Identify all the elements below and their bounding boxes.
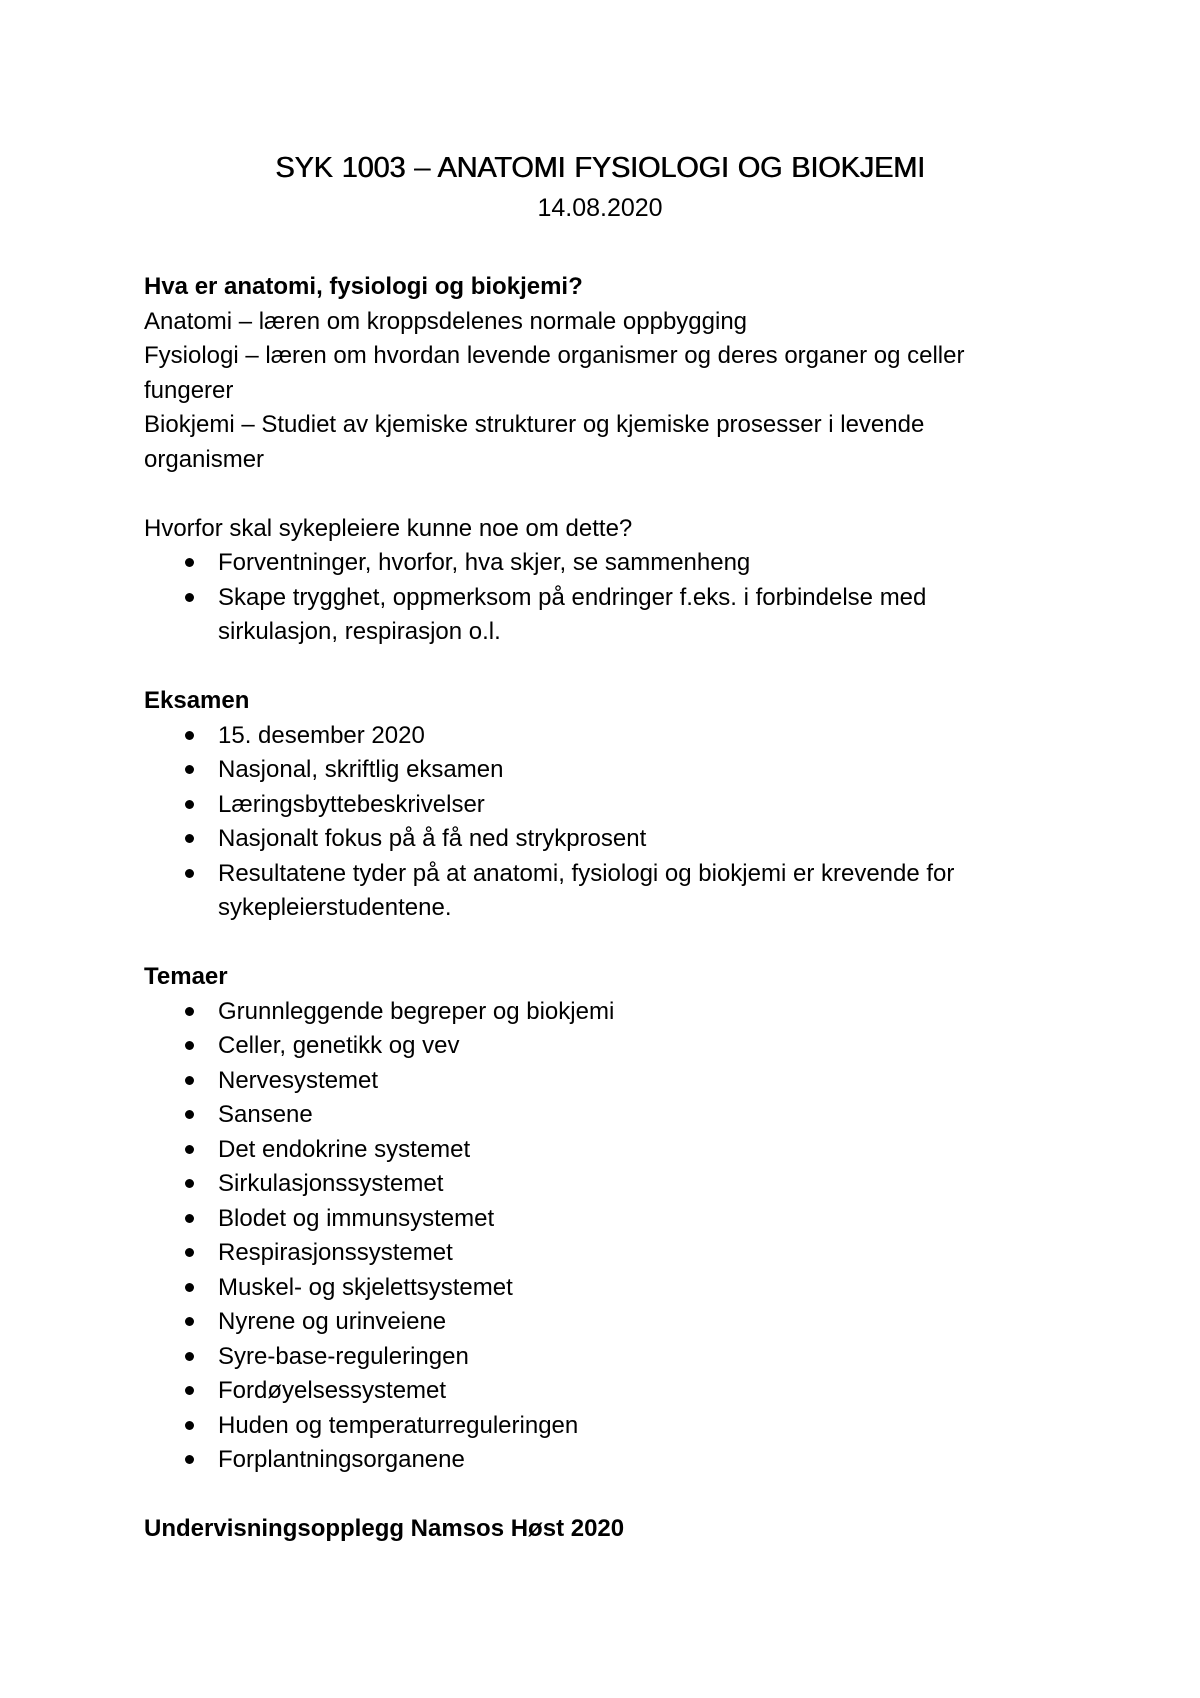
list-item-text: Huden og temperaturreguleringen xyxy=(218,1411,579,1439)
bullet-icon xyxy=(185,1421,194,1430)
list-item xyxy=(144,1236,1044,1271)
blank-line xyxy=(144,650,1044,685)
list-item xyxy=(144,822,1044,857)
bullet-icon xyxy=(185,1248,194,1257)
document-date: 14.08.2020 xyxy=(537,194,663,222)
bullet-icon xyxy=(185,1007,194,1016)
paragraph-line: organismer xyxy=(144,445,265,473)
list-item-text: Resultatene tyder på at anatomi, fysiologi og biokjemi er krevende for xyxy=(218,859,955,887)
list-item-text: Skape trygghet, oppmerksom på endringer f.eks. i forbindelse med xyxy=(218,583,927,611)
paragraph-line: Biokjemi – Studiet av kjemiske strukturer og kjemiske prosesser i levende xyxy=(144,411,925,438)
list-item-text: Nasjonal, skriftlig eksamen xyxy=(218,756,504,783)
list-item-text: Syre-base-reguleringen xyxy=(218,1342,469,1370)
bullet-icon xyxy=(185,1455,194,1464)
bullet-icon xyxy=(185,1352,194,1361)
list-item xyxy=(144,1374,1044,1409)
document-title: SYK 1003 – ANATOMI FYSIOLOGI OG BIOKJEMI xyxy=(275,152,925,184)
bullet-icon xyxy=(185,1179,194,1188)
list-item xyxy=(144,1098,1044,1133)
list-item-text: sykepleierstudentene. xyxy=(218,894,452,921)
list-item xyxy=(144,1271,1044,1306)
list-item-text: Blodet og immunsystemet xyxy=(218,1204,495,1232)
list-item xyxy=(144,1409,1044,1444)
list-item xyxy=(144,995,1044,1030)
bullet-icon xyxy=(185,1110,194,1119)
list-item-text: Sirkulasjonssystemet xyxy=(218,1170,444,1197)
list-item xyxy=(144,1064,1044,1099)
paragraph-line: Anatomi – læren om kroppsdelenes normale oppbygging xyxy=(144,307,748,335)
list-item-text: Forventninger, hvorfor, hva skjer, se sammenheng xyxy=(218,549,751,576)
bullet-list-exam xyxy=(144,719,1044,926)
list-item xyxy=(144,1443,1044,1478)
paragraph-line: Fysiologi – læren om hvordan levende organismer og deres organer og celler xyxy=(144,342,965,369)
paragraph-line: fungerer xyxy=(144,376,234,404)
section-heading-definitions: Hva er anatomi, fysiologi og biokjemi? xyxy=(144,273,583,300)
section-heading-teaching-plan: Undervisningsopplegg Namsos Høst 2020 xyxy=(144,1515,625,1542)
list-item-text: Grunnleggende begreper og biokjemi xyxy=(218,997,615,1025)
bullet-icon xyxy=(185,1145,194,1154)
bullet-icon xyxy=(185,1041,194,1050)
bullet-icon xyxy=(185,765,194,774)
list-item-text: Nyrene og urinveiene xyxy=(218,1308,447,1335)
section-heading-topics: Temaer xyxy=(144,963,228,990)
list-item-text: Det endokrine systemet xyxy=(218,1135,471,1163)
bullet-icon xyxy=(185,1283,194,1292)
list-item xyxy=(144,1133,1044,1168)
list-item-text: Nasjonalt fokus på å få ned strykprosent xyxy=(218,825,647,852)
list-item-text: Nervesystemet xyxy=(218,1066,379,1094)
list-item xyxy=(144,719,1044,754)
section-question-why: Hvorfor skal sykepleiere kunne noe om dette? xyxy=(144,514,633,542)
list-item-text: Sansene xyxy=(218,1101,313,1128)
bullet-icon xyxy=(185,1076,194,1085)
list-item xyxy=(144,753,1044,788)
list-item-text: Celler, genetikk og vev xyxy=(218,1032,460,1059)
list-item xyxy=(144,1202,1044,1237)
list-item xyxy=(144,857,1044,892)
list-item-text: Fordøyelsessystemet xyxy=(218,1377,447,1404)
bullet-list-topics xyxy=(144,995,1044,1478)
list-item xyxy=(144,1029,1044,1064)
bullet-list-why xyxy=(144,546,1044,650)
list-item xyxy=(144,1340,1044,1375)
list-item-continuation xyxy=(144,615,1044,650)
bullet-icon xyxy=(185,800,194,809)
list-item-text: Læringsbyttebeskrivelser xyxy=(218,790,485,818)
bullet-icon xyxy=(185,558,194,567)
section-heading-exam: Eksamen xyxy=(144,687,250,714)
blank-line xyxy=(144,477,1044,512)
bullet-icon xyxy=(185,1386,194,1395)
bullet-icon xyxy=(185,731,194,740)
blank-line xyxy=(144,1478,1044,1513)
blank-line xyxy=(144,926,1044,961)
list-item xyxy=(144,1305,1044,1340)
list-item-text: Muskel- og skjelettsystemet xyxy=(218,1273,513,1301)
list-item-text: Respirasjonssystemet xyxy=(218,1239,453,1266)
list-item xyxy=(144,546,1044,581)
list-item xyxy=(144,1167,1044,1202)
list-item xyxy=(144,581,1044,616)
bullet-icon xyxy=(185,869,194,878)
bullet-icon xyxy=(185,834,194,843)
list-item-text: 15. desember 2020 xyxy=(218,721,425,749)
bullet-icon xyxy=(185,1214,194,1223)
document-body xyxy=(144,270,1044,1547)
list-item-text: Forplantningsorganene xyxy=(218,1446,465,1473)
list-item-text: sirkulasjon, respirasjon o.l. xyxy=(218,618,501,645)
bullet-icon xyxy=(185,1317,194,1326)
list-item-continuation xyxy=(144,891,1044,926)
list-item xyxy=(144,788,1044,823)
bullet-icon xyxy=(185,593,194,602)
